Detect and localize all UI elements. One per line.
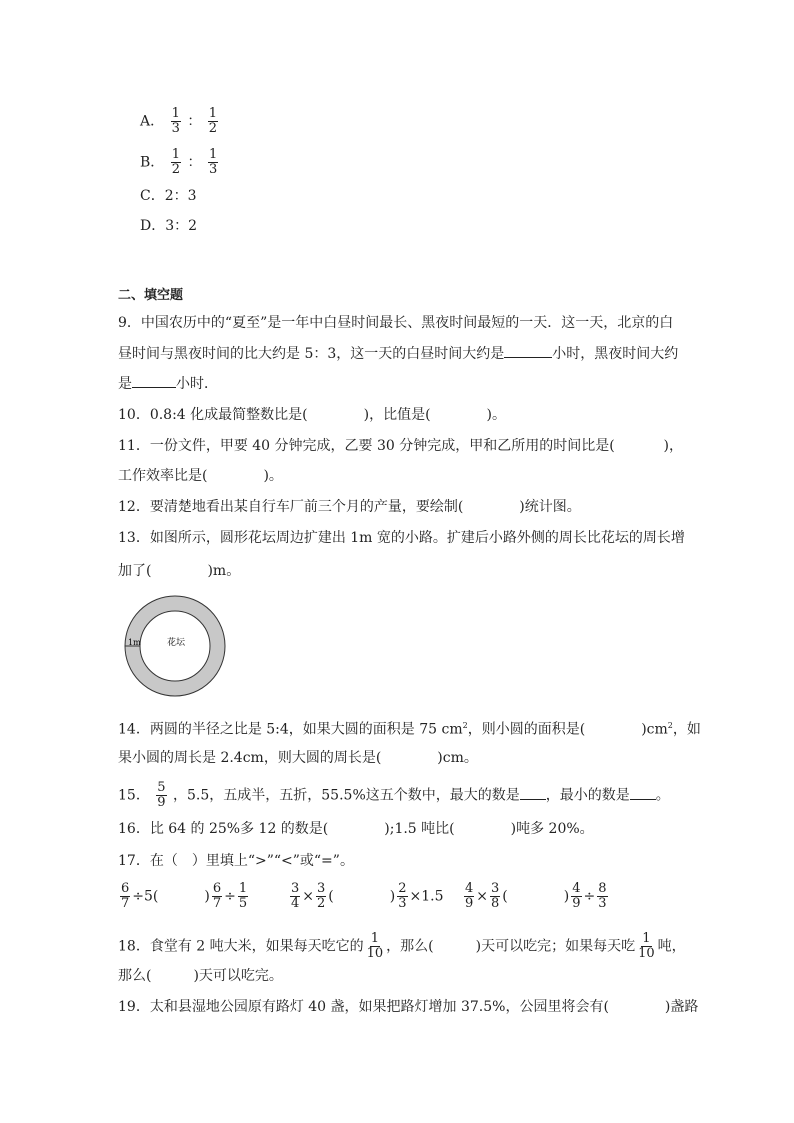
q11-line2: 工作效率比是( )。 [118,468,283,484]
fraction: $\frac{1}{2}$ [208,106,218,136]
q10: 10．0.8:4 化成最简整数比是( )，比值是( )。 [118,407,506,423]
answer-blank[interactable] [132,373,176,388]
option-a: A． $\frac{1}{3}$ ： $\frac{1}{2}$ [140,106,218,136]
fraction: $\frac{5}{9}$ [157,780,166,810]
q17-expr1: $\frac{6}{7}$ ÷5( ) $\frac{6}{7}$ ÷ $\frac{1}{5}$ [121,881,248,911]
q17-title: 17．在（ ）里填上“>”“<”或“=”。 [118,853,354,869]
q19: 19．太和县湿地公园原有路灯 40 盏，如果把路灯增加 37.5%，公园里将会有( )盏路 [118,999,699,1015]
option-d: D．3：2 [140,218,198,234]
q17-expr2: $\frac{3}{4}$ × $\frac{3}{2}$ ( ) $\frac{2}{3}$ ×1.5 [291,881,444,911]
fraction: $\frac{1}{2}$ [171,147,181,177]
q18-line1: 18．食堂有 2 吨大米，如果每天吃它的 $\frac{1}{10}$ ，那么( )天可以吃完；如果每天吃 $\frac{1}{10}$ 吨， [118,931,686,961]
flowerbed-label: 花坛 [167,638,186,648]
q14-line1: 14．两圆的半径之比是 5:4，如果大圆的面积是 75 $cm^2$，则小圆的面积是( )$cm^2$，如 [118,721,701,738]
q14-line2: 果小圆的周长是 2.4cm，则大圆的周长是( )cm。 [118,750,478,766]
q13-line2: 加了( )m。 [118,563,241,579]
fraction: $\frac{1}{3}$ [208,147,218,177]
answer-blank[interactable] [504,343,552,358]
q15: 15． $\frac{5}{9}$ ，5.5，五成半，五折，55.5%这五个数中，最大的数是 ，最小的数是 。 [118,780,670,810]
q11-line1: 11．一份文件，甲要 40 分钟完成，乙要 30 分钟完成，甲和乙所用的时间比是( )， [118,438,683,454]
answer-blank[interactable] [630,785,656,800]
option-b: B． $\frac{1}{2}$ ： $\frac{1}{3}$ [140,147,218,177]
q13-line1: 13．如图所示，圆形花坛周边扩建出 1m 宽的小路。扩建后小路外侧的周长比花坛的周长增 [118,530,685,546]
option-b-label: B． [140,154,165,171]
q9-line2: 昼时间与黑夜时间的比大约是 5：3，这一天的白昼时间大约是 小时，黑夜时间大约 [118,343,678,364]
width-label: 1m [128,638,141,647]
option-c: C．2：3 [140,188,197,204]
section-title: 二、填空题 [118,288,184,303]
q17-expr3: $\frac{4}{9}$ × $\frac{3}{8}$ ( ) $\frac{4}{9}$ ÷ $\frac{8}{3}$ [465,881,607,911]
q16: 16．比 64 的 25%多 12 的数是( );1.5 吨比( )吨多 20%。 [118,821,594,837]
flowerbed-figure [120,595,230,699]
q12: 12．要清楚地看出某自行车厂前三个月的产量，要绘制( )统计图。 [118,499,581,515]
option-a-label: A． [140,113,165,130]
q9-line1: 9．中国农历中的“夏至”是一年中白昼时间最长、黑夜时间最短的一天．这一天，北京的白 [118,315,674,331]
q18-line2: 那么( )天可以吃完。 [118,968,283,984]
fraction: $\frac{1}{3}$ [171,106,180,136]
answer-blank[interactable] [520,785,546,800]
q9-line3: 是 小时． [118,373,218,394]
